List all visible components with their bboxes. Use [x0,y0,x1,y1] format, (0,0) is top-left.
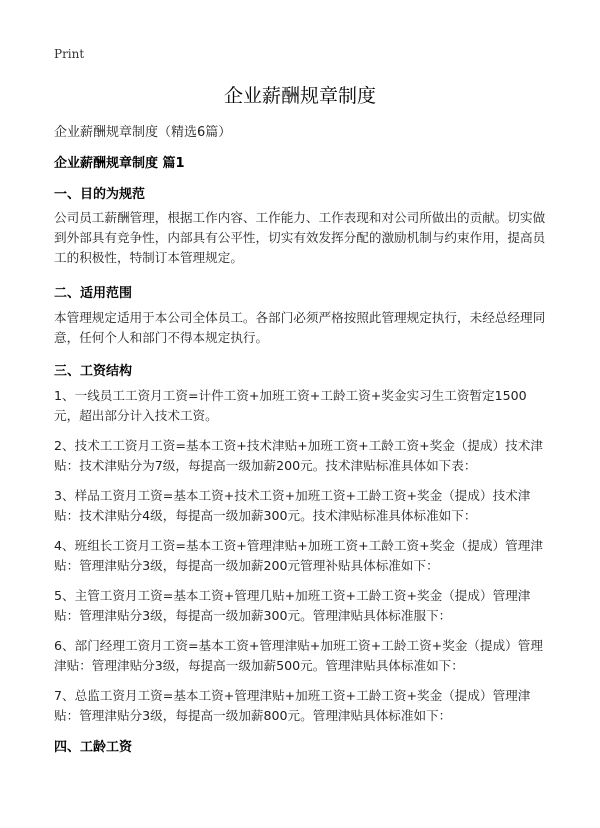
paragraph-salary-item: 4、班组长工资月工资=基本工资+管理津贴+加班工资+工龄工资+奖金（提成）管理津贴：管理津贴分3级，每提高一级加薪200元管理补贴具体标准如下： [54,538,543,573]
paragraph-salary-item: 6、部门经理工资月工资=基本工资+管理津贴+加班工资+工龄工资+奖金（提成）管理津贴：管理津贴分3级，每提高一级加薪500元。管理津贴具体标准如下： [54,638,543,673]
section-heading-scope: 二、适用范围 [54,286,133,301]
paragraph-salary-item: 2、技术工工资月工资=基本工资+技术津贴+加班工资+工龄工资+奖金（提成）技术津贴：技术津贴分为7级，每提高一级加薪200元。技术津贴标准具体如下表： [54,438,543,473]
paragraph-salary-item: 7、总监工资月工资=基本工资+管理津贴+加班工资+工龄工资+奖金（提成）管理津贴：管理津贴分3级，每提高一级加薪800元。管理津贴具体标准如下： [54,688,531,723]
article-heading: 企业薪酬规章制度 篇1 [54,156,185,171]
paragraph-purpose: 公司员工薪酬管理，根据工作内容、工作能力、工作表现和对公司所做出的贡献。切实做到外部具有竞争性，内部具有公平性，切实有效发挥分配的激励机制与约束作用，提高员工的积极性，特制订本管理规定。 [54,210,546,265]
paragraph-salary-item: 5、主管工资月工资=基本工资+管理几贴+加班工资+工龄工资+奖金（提成）管理津贴：管理津贴分3级，每提高一级加薪300元。管理津贴具体标准服下： [54,588,531,623]
document-subtitle: 企业薪酬规章制度（精选6篇） [54,125,232,140]
section-heading-purpose: 一、目的为规范 [54,187,146,202]
section-heading-seniority-pay: 四、工龄工资 [54,740,133,755]
section-heading-salary-structure: 三、工资结构 [54,364,133,379]
paragraph-scope: 本管理规定适用于本公司全体员工。各部门必须严格按照此管理规定执行，未经总经理同意，任何个人和部门不得本规定执行。 [54,310,546,345]
document-title: 企业薪酬规章制度 [223,85,376,107]
paragraph-salary-item: 1、一线员工工资月工资=计件工资+加班工资+工龄工资+奖金实习生工资暂定1500元，超出部分计入技术工资。 [54,388,527,423]
print-label: Print [54,47,85,61]
paragraph-salary-item: 3、样品工资月工资=基本工资+技术工资+加班工资+工龄工资+奖金（提成）技术津贴：技术津贴分4级，每提高一级加薪300元。技术津贴标准具体标准如下： [54,488,531,523]
